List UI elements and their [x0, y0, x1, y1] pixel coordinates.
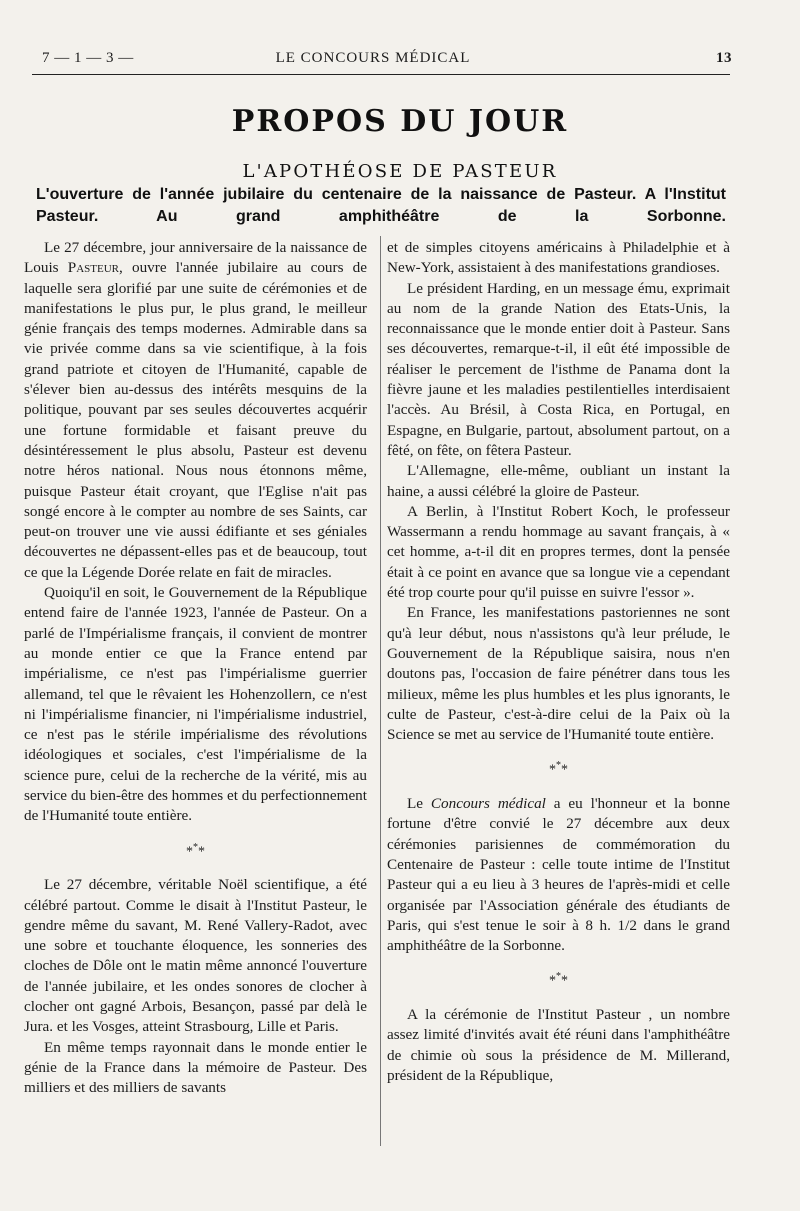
article-title: L'APOTHÉOSE DE PASTEUR [242, 161, 558, 182]
running-header [30, 46, 732, 70]
paragraph: et de simples citoyens américains à Philadelphie et à New-York, assistaient à des manifestations grandioses. [387, 239, 730, 277]
pasteur-name: Pasteur [67, 259, 120, 277]
asterism-separator: *** [549, 760, 568, 779]
issue-reference: 7 — 1 — 3 — [42, 50, 134, 66]
asterism-separator: *** [549, 971, 568, 990]
asterism-separator: *** [186, 841, 205, 860]
paragraph: Le président Harding, en un message ému, exprimait au nom de la grande Nation des Etats-Unis, la reconnaissance que le monde entier doit à Pasteur. Sans ses découvertes, remarque-t-il, il eût été impossible de réaliser le percement de l'isthme de Panama dont la fièvre jaune et les maladies pestilentielles interdisaient l'accès. Au Brésil, à Costa Rica, en Portugal, en Espagne, en Bulgarie, partout, absolument partout, on a fêté, on fête, on fêtera Pasteur. [387, 279, 730, 459]
right-column [387, 238, 730, 1086]
paragraph: A Berlin, à l'Institut Robert Koch, le professeur Wassermann a rendu hommage au savant français, à « cet homme, a-t-il dit en propres termes, dont la pensée était à ce point en avance que sa longue vie a cependant été trop courte pour qu'il puisse en suivre l'essor ». [387, 502, 730, 602]
journal-name: Concours médical [430, 795, 546, 813]
paragraph: Le Concours médical a eu l'honneur et la bonne fortune d'être convié le 27 décembre aux deux cérémonies parisiennes de commémoration du Centenaire de Pasteur : celle toute intime de l'Institut Pasteur qui a eu lieu à 3 heures de l'après-midi et celle organisée par l'Association générale des étudiants de Paris, qui s'est tenue le soir à 8 h. 1/2 dans le grand amphithéâtre de la Sorbonne. [387, 795, 730, 955]
paragraph: A la cérémonie de l'Institut Pasteur , un nombre assez limité d'invités avait été réuni dans l'amphithéâtre de chimie où sous la présidence de M. Millerand, président de la République, [387, 1006, 730, 1084]
page-number: 13 [716, 50, 732, 66]
paragraph: En même temps rayonnait dans le monde entier le génie de la France dans la mémoire de Pasteur. Des milliers et des milliers de savants [24, 1038, 367, 1097]
paragraph: L'Allemagne, elle-même, oubliant un instant la haine, a aussi célébré la gloire de Pasteur. [387, 462, 730, 500]
journal-title: LE CONCOURS MÉDICAL [275, 50, 471, 66]
article-subtitle: L'ouverture de l'année jubilaire du centenaire de la naissance de Pasteur. A l'Institut Pasteur. Au grand amphithéâtre de la Sorbonne. [36, 186, 726, 225]
left-column [24, 238, 367, 1099]
header-rule [32, 74, 730, 75]
section-rubric: PROPOS DU JOUR [231, 104, 569, 139]
paragraph: Le 27 décembre, véritable Noël scientifique, a été célébré partout. Comme le disait à l'Institut Pasteur, le gendre même du savant, M. René Vallery-Radot, avec une sobre et touchante éloquence, les sonneries des cloches de Dôle ont le matin même annoncé l'ouverture de l'année jubilaire, et les ondes sonores de clocher à clocher ont gagné Arbois, Besançon, passé par delà le Jura. et les Vosges, atteint Strasbourg, Lille et Paris. [24, 876, 367, 1036]
paragraph: Quoiqu'il en soit, le Gouvernement de la République entend faire de l'année 1923, l'année de Pasteur. On a parlé de l'Impérialisme français, il convient de montrer au monde entier ce que la France entend par impérialisme, ce n'est pas l'impérialisme guerrier allemand, tel que le rêvaient les Hohenzollern, ce n'est ni l'impérialisme financier, ni l'impérialisme industriel, ce n'est pas le stérile impérialisme des révolutions idéologiques et sociales, c'est l'impérialisme de la science pure, celui de la recherche de la vérité, mis au service du bien-être des hommes et du perfectionnement de l'Humanité toute entière. [24, 584, 367, 825]
paragraph: En France, les manifestations pastoriennes ne sont qu'à leur début, nous n'assistons qu'à leur prélude, le Gouvernement de la République saisira, nous n'en doutons pas, l'occasion de faire pénétrer dans tous les milieux, même les plus humbles et les plus ignorants, le culte de Pasteur, c'est-à-dire celui de la Paix où la Science se met au service de l'Humanité toute entière. [387, 604, 730, 744]
column-divider [380, 236, 381, 1146]
paragraph: Le 27 décembre, jour anniversaire de la naissance de Louis Pasteur, ouvre l'année jubilaire au cours de laquelle sera glorifié par une suite de cérémonies et de manifestations le plus pur, le plus grand, le meilleur génie français des temps modernes. Admirable dans sa vie privée comme dans sa vie scientifique, à la fois grand patriote et citoyen de l'Humanité, capable de s'élever bien au-dessus des intérêts mesquins de la politique, pouvant par ses seules découvertes acquérir une fortune formidable et faisant preuve du désintéressement le plus absolu, Pasteur est devenu notre héros national. Nous nous étonnons même, puisque Pasteur était croyant, que l'Eglise n'ait pas songé encore à le compter au nombre de ses Saints, car peut-on trouver une vie aussi édifiante et ses géniales découvertes ne dépassent-elles pas et de beaucoup, tout ce que la Légende Dorée relate en fait de miracles. [24, 239, 367, 581]
